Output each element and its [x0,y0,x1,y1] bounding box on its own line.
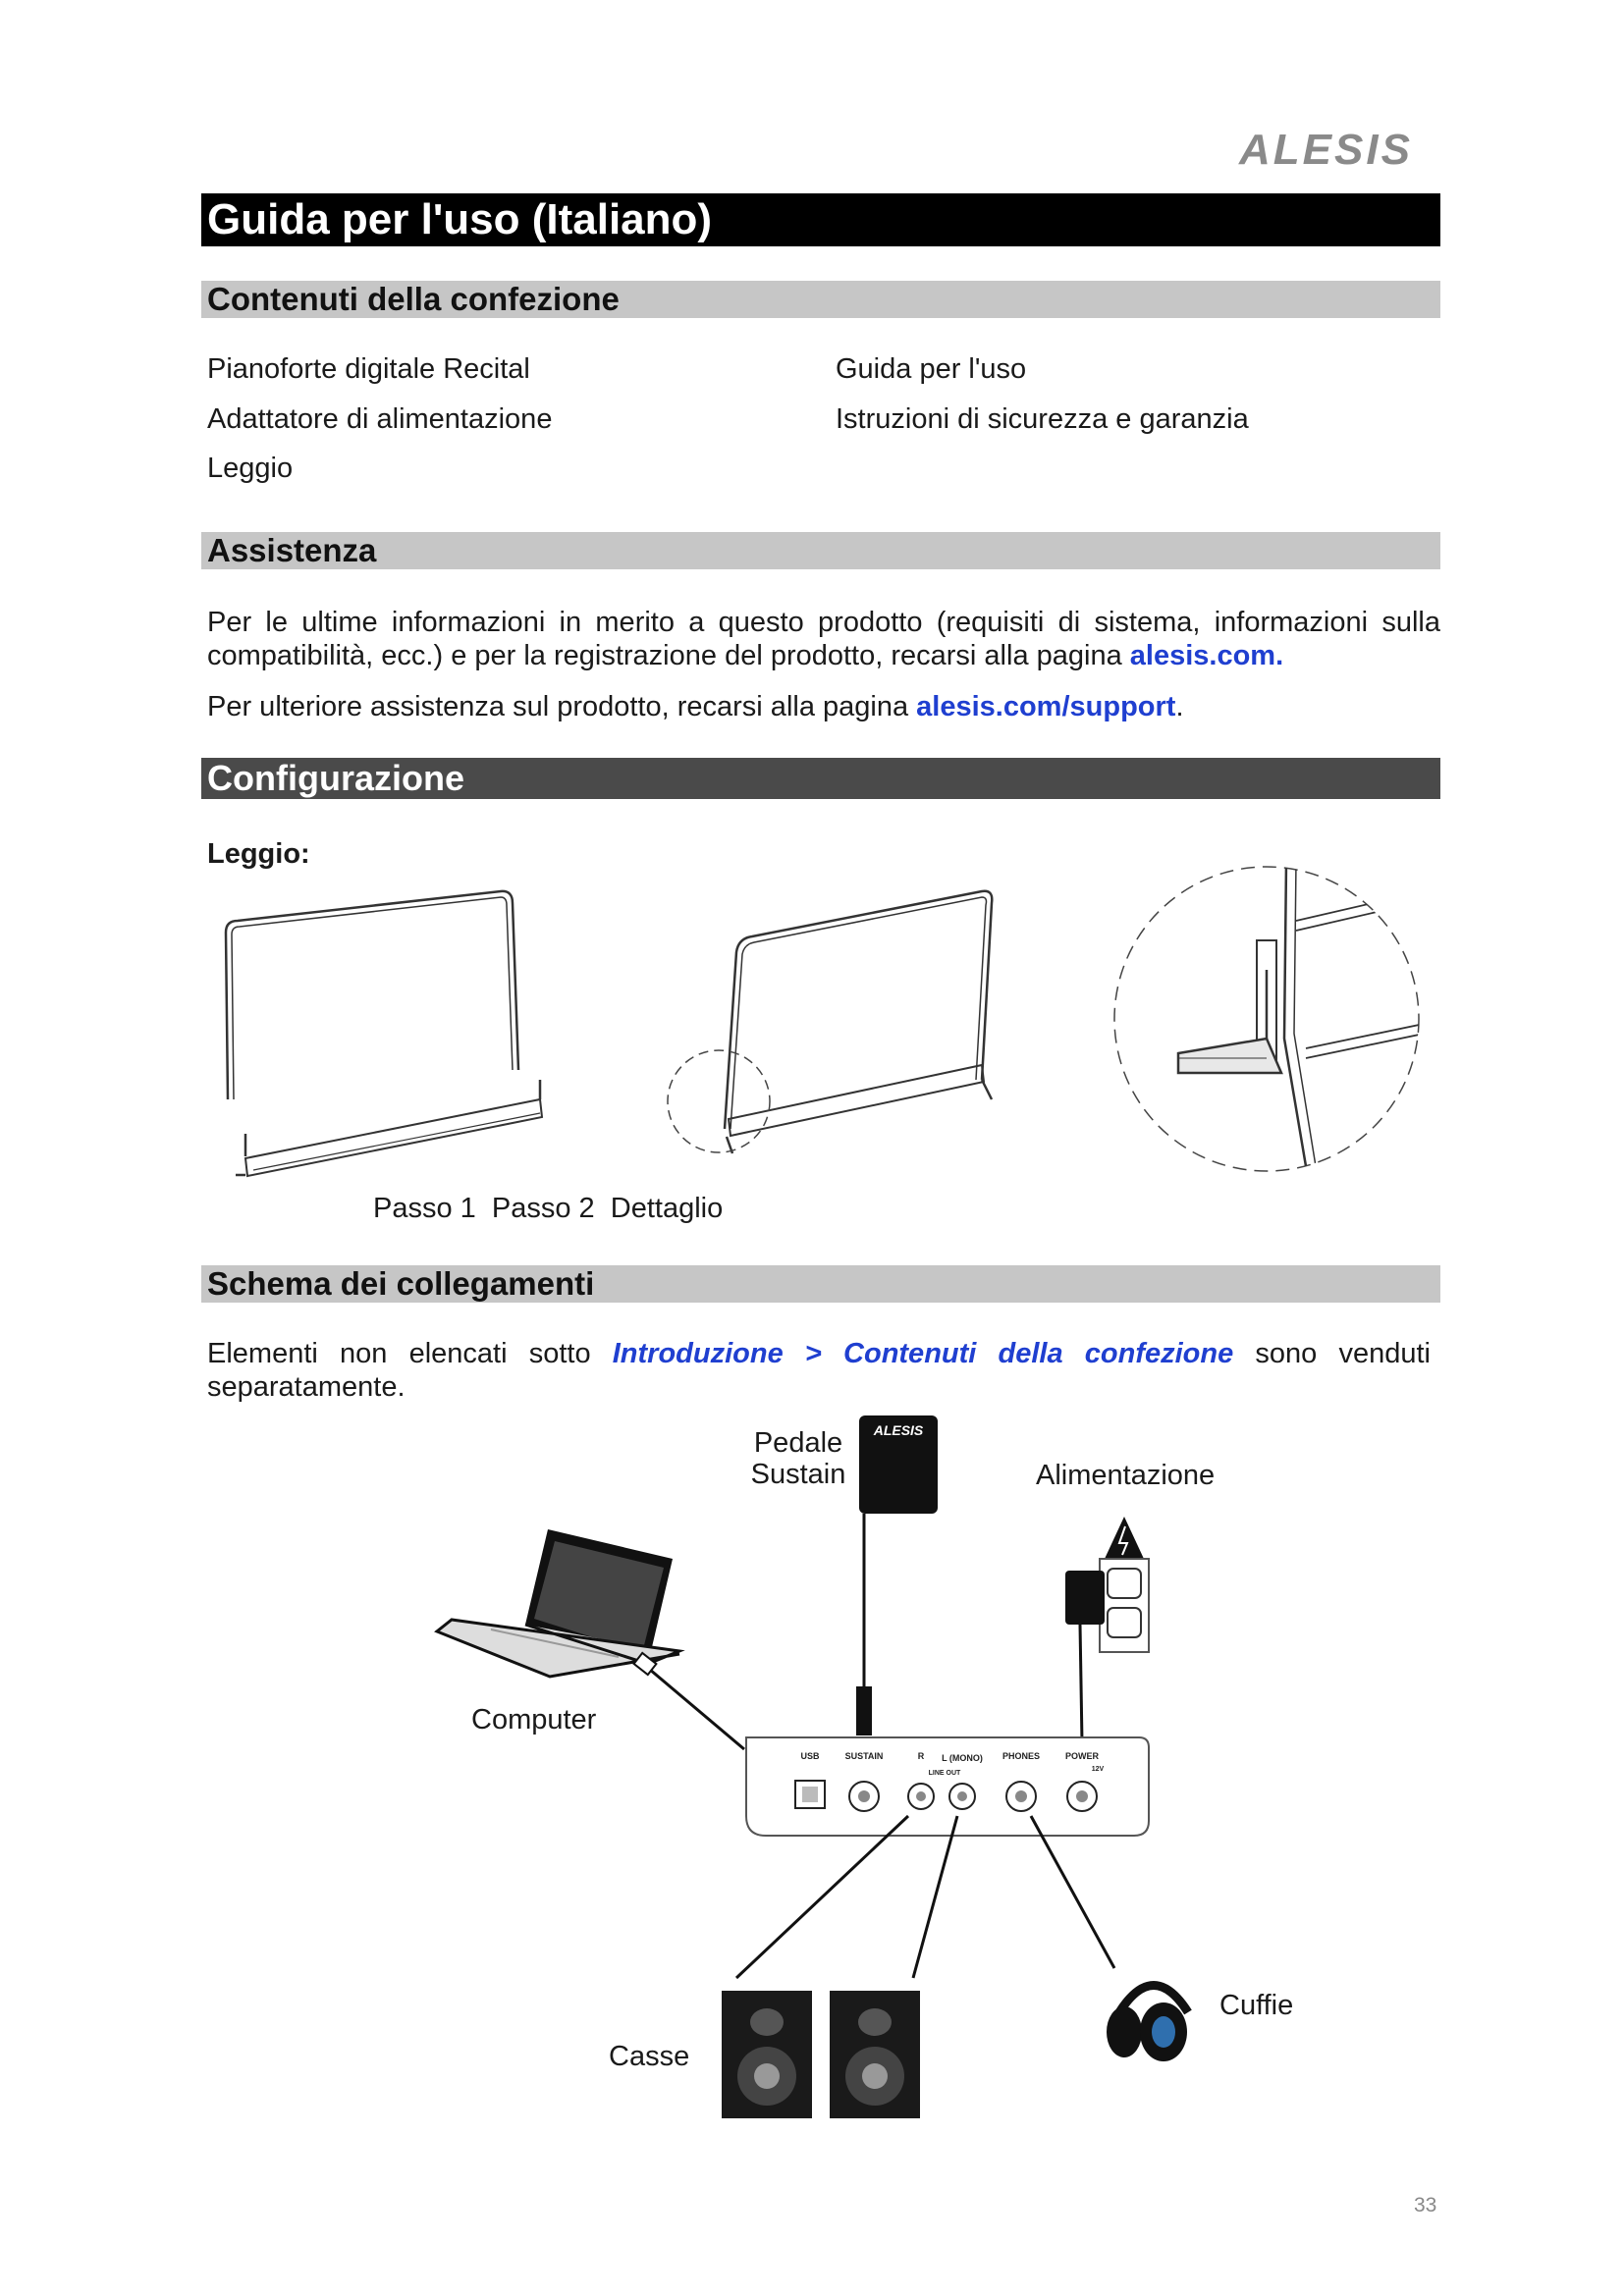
alesis-logo: ALESIS [1239,126,1413,174]
connections-text: Elementi non elencati sotto [207,1338,613,1369]
support-paragraph-2 [207,690,1440,723]
sustain-pedal-icon [859,1415,938,1514]
pedal-label [746,1427,850,1490]
speakers-icon [722,1991,920,2118]
illustration-captions: Passo 1 Passo 2 Dettaglio [373,1193,724,1224]
svg-text:12V: 12V [1091,1766,1105,1773]
svg-text:R: R [917,1751,925,1761]
page-title: Guida per l'uso (Italiano) [201,193,1440,246]
contents-item: Leggio [207,453,294,484]
svg-text:L (MONO): L (MONO) [942,1753,983,1763]
page-number: 33 [1414,2194,1437,2216]
rear-panel [746,1737,1149,1836]
svg-text:PHONES: PHONES [1001,1751,1041,1761]
contenuti-link[interactable]: Contenuti della confezione [843,1338,1234,1369]
contents-item: Pianoforte digitale Recital [207,353,530,385]
svg-text:SUSTAIN: SUSTAIN [844,1751,884,1761]
connections-text: sono venduti separatamente. [207,1338,1431,1403]
introduzione-link[interactable]: Introduzione [612,1338,784,1369]
section-connections-title: Schema dei collegamenti [201,1265,1440,1303]
power-adapter-icon [1065,1517,1149,1652]
detail-illustration [1110,862,1424,1176]
support-text: Per le ultime informazioni in merito a questo prodotto (requisiti di sistema, informazioni sulla compatibilità, ecc.) e per la registrazione del prodotto, recarsi alla pagina [207,607,1440,671]
alesis-support-link[interactable]: alesis.com/support [916,691,1176,722]
breadcrumb-separator: > [783,1338,844,1369]
section-setup-title: Configurazione [201,758,1440,799]
svg-text:ALESIS: ALESIS [873,1422,924,1438]
connection-diagram [432,1404,1316,2140]
headphones-label: Cuffie [1219,1990,1294,2021]
contents-item: Guida per l'uso [836,353,1027,385]
alesis-link[interactable]: alesis.com [1129,640,1276,671]
step2-illustration [658,883,1011,1168]
section-support-title: Assistenza [201,532,1440,569]
pedal-label-line: Pedale [753,1427,843,1459]
svg-text:LINE OUT: LINE OUT [928,1770,961,1777]
contents-item: Adattatore di alimentazione [207,403,553,435]
punctuation: . [1275,640,1284,671]
computer-label: Computer [471,1704,597,1735]
svg-text:POWER: POWER [1064,1751,1100,1761]
section-contents-title: Contenuti della confezione [201,281,1440,318]
support-paragraph-1 [207,606,1440,672]
music-rest-subhead: Leggio: [207,838,310,870]
speakers-label: Casse [609,2041,690,2072]
connections-paragraph [207,1337,1431,1404]
punctuation: . [1175,691,1184,722]
step1-illustration [206,883,560,1178]
svg-text:USB: USB [800,1751,820,1761]
headphones-icon [1107,1986,1188,2062]
power-label: Alimentazione [1036,1460,1216,1491]
support-text: Per ulteriore assistenza sul prodotto, recarsi alla pagina [207,691,917,722]
contents-item: Istruzioni di sicurezza e garanzia [836,403,1249,435]
pedal-label-line: Sustain [750,1459,846,1490]
